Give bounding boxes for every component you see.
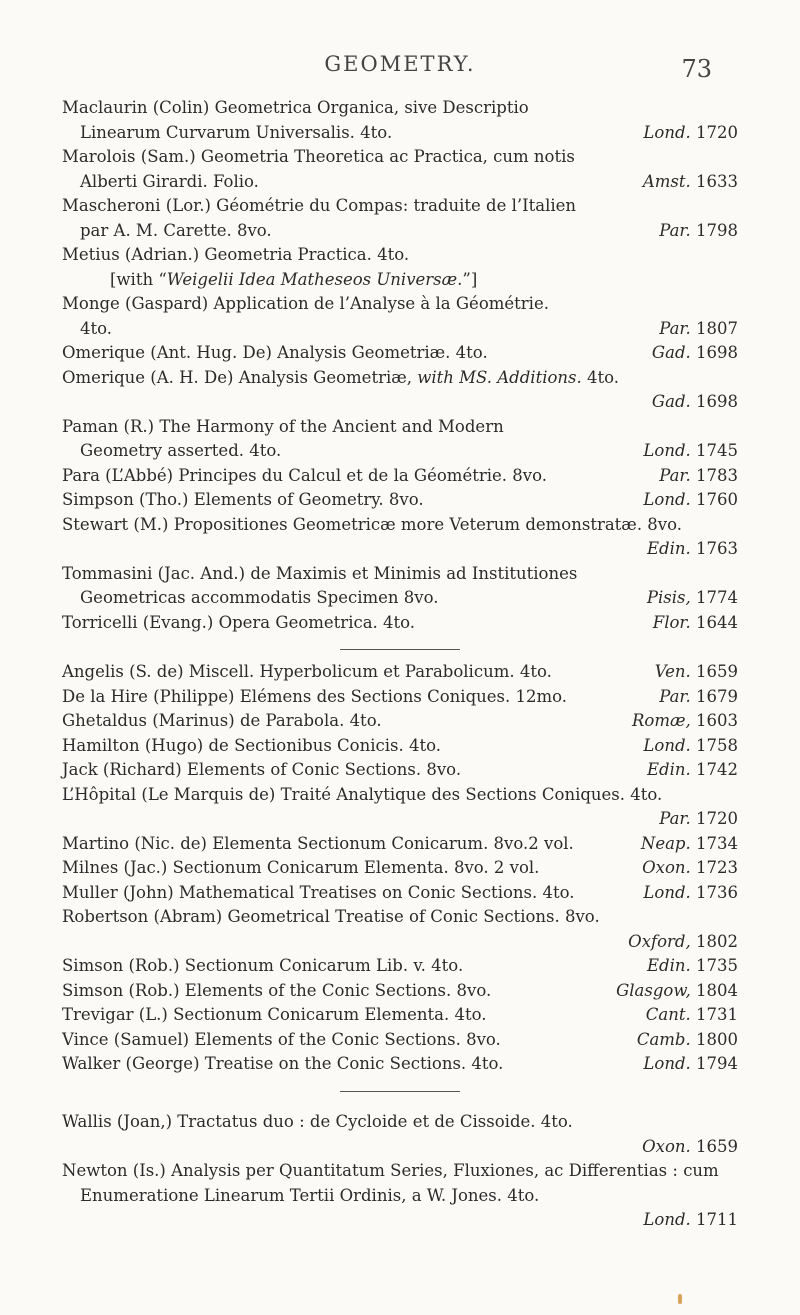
entry-text <box>62 145 738 194</box>
entry-author: Hamilton (Hugo) <box>62 735 204 755</box>
entry-title: Sectionum Conicarum Lib. v. 4to. <box>184 956 464 975</box>
imprint-city: Par. <box>659 686 691 706</box>
imprint-city: Edin. <box>646 956 691 975</box>
entry-text <box>62 1110 738 1135</box>
entry-author: Milnes (Jac.) <box>62 858 168 877</box>
entry-title: The Harmony of the Ancient and Modern Geometry asserted. 4to. <box>80 416 504 460</box>
entry-text <box>62 243 738 292</box>
entry-author: Vince (Samuel) <box>62 1029 190 1049</box>
entry-text <box>62 513 738 538</box>
imprint-city: Romæ, <box>631 711 691 730</box>
bibliography-entry <box>62 464 738 489</box>
note-close: ”] <box>462 269 478 289</box>
entry-text <box>62 734 738 759</box>
imprint-city: Oxon. <box>642 858 691 877</box>
imprint-year: 1603 <box>696 711 738 730</box>
entry-text <box>62 611 738 636</box>
entry-author: Mascheroni (Lor.) <box>62 196 211 215</box>
imprint-year: 1794 <box>696 1054 738 1073</box>
entry-text <box>62 1159 738 1208</box>
entry-author: Simson (Rob.) <box>62 980 180 1000</box>
entry-title: Geometria Practica. 4to. <box>204 245 410 264</box>
entry-imprint <box>646 1003 738 1028</box>
entry-author: Simpson (Tho.) <box>62 490 189 509</box>
bibliography-entry <box>62 194 738 243</box>
entry-author: Omerique (Ant. Hug. De) <box>62 343 272 362</box>
bibliography-entry <box>62 96 738 145</box>
imprint-year: 1783 <box>696 465 738 485</box>
entry-author: Marolois (Sam.) <box>62 147 196 166</box>
imprint-year: 1734 <box>696 833 738 853</box>
entry-imprint <box>659 219 738 244</box>
imprint-year: 1698 <box>696 392 738 411</box>
entry-text <box>62 954 738 979</box>
imprint-city: Pisis, <box>646 588 691 607</box>
imprint-city: Gad. <box>651 392 691 411</box>
section-curves-and-analysis <box>62 1110 738 1233</box>
note-open: [with “ <box>110 269 167 289</box>
entry-author: Torricelli (Evang.) <box>62 612 214 632</box>
entry-imprint <box>643 488 738 513</box>
entry-imprint <box>62 1208 738 1233</box>
imprint-year: 1736 <box>696 882 738 902</box>
entry-title: Treatise on the Conic Sections. 4to. <box>204 1054 504 1073</box>
entry-author: Metius (Adrian.) <box>62 245 200 264</box>
imprint-city: Neap. <box>640 833 691 853</box>
bibliography-entry <box>62 856 738 881</box>
entry-text <box>62 881 738 906</box>
bibliography-entry <box>62 734 738 759</box>
entry-text <box>62 1052 738 1077</box>
entry-author: Newton (Is.) <box>62 1161 166 1180</box>
entry-imprint <box>652 341 738 366</box>
imprint-city: Edin. <box>646 760 691 779</box>
entry-imprint <box>659 317 738 342</box>
imprint-city: Par. <box>659 220 691 240</box>
entry-author: De la Hire (Philippe) <box>62 686 235 706</box>
bibliography-entry <box>62 1052 738 1077</box>
entry-imprint <box>659 464 738 489</box>
imprint-city: Gad. <box>651 343 691 362</box>
bibliography-entry <box>62 513 738 562</box>
imprint-city: Flor. <box>652 612 691 632</box>
imprint-city: Oxon. <box>642 1136 691 1156</box>
imprint-year: 1735 <box>696 956 738 975</box>
entry-text <box>62 832 738 857</box>
entry-imprint <box>616 979 738 1004</box>
entry-imprint <box>643 121 738 146</box>
entry-imprint <box>659 685 738 710</box>
imprint-year: 1742 <box>696 760 738 779</box>
entry-imprint <box>632 709 738 734</box>
entry-imprint <box>643 734 738 759</box>
imprint-city: Cant. <box>645 1005 691 1024</box>
entry-title: Géométrie du Compas: traduite de l’Italien par A. M. Carette. 8vo. <box>80 196 577 240</box>
entry-title: Analysis Geometriæ. 4to. <box>277 343 488 362</box>
entry-title: Geometrica Organica, sive Descriptio Linearum Curvarum Universalis. 4to. <box>80 98 529 142</box>
imprint-year: 1698 <box>696 343 738 362</box>
entry-text <box>62 685 738 710</box>
entry-text <box>62 488 738 513</box>
bibliography-entry <box>62 145 738 194</box>
entry-imprint <box>643 439 738 464</box>
entry-title: Propositiones Geometricæ more Veterum demonstratæ. 8vo. <box>173 514 683 534</box>
imprint-city: Camb. <box>636 1029 691 1049</box>
entry-title: Geometria Theoretica ac Practica, cum notis Alberti Girardi. Folio. <box>80 147 575 191</box>
entry-author: Stewart (M.) <box>62 514 169 534</box>
entry-author: Maclaurin (Colin) <box>62 98 210 117</box>
imprint-city: Glasgow, <box>616 980 691 1000</box>
imprint-city: Par. <box>659 465 691 485</box>
imprint-year: 1659 <box>696 662 738 681</box>
entry-imprint <box>62 930 738 955</box>
entry-title: Mathematical Treatises on Conic Sections. 4to. <box>178 882 575 902</box>
entry-imprint <box>647 586 738 611</box>
entry-imprint <box>642 856 738 881</box>
entry-imprint <box>62 390 738 415</box>
entry-title: Elémens des Sections Coniques. 12mo. <box>239 686 568 706</box>
imprint-year: 1679 <box>696 686 738 706</box>
entry-imprint <box>641 832 738 857</box>
imprint-year: 1760 <box>696 490 738 509</box>
entry-title: Sectionum Conicarum Elementa. 4to. <box>173 1005 487 1024</box>
imprint-year: 1633 <box>696 171 738 191</box>
imprint-year: 1807 <box>696 318 738 338</box>
entry-text <box>62 905 738 930</box>
entry-text <box>62 292 738 341</box>
bibliography-entry <box>62 1003 738 1028</box>
entry-text <box>62 758 738 783</box>
entry-imprint <box>643 881 738 906</box>
imprint-year: 1720 <box>696 809 738 828</box>
imprint-year: 1774 <box>696 588 738 607</box>
imprint-city: Lond. <box>643 735 691 755</box>
imprint-year: 1798 <box>696 220 738 240</box>
entry-author: Simson (Rob.) <box>62 956 180 975</box>
entry-text <box>62 783 738 808</box>
imprint-city: Lond. <box>643 1054 691 1073</box>
imprint-year: 1800 <box>696 1029 738 1049</box>
entry-text <box>62 1003 738 1028</box>
entry-author: Muller (John) <box>62 882 174 902</box>
imprint-year: 1758 <box>696 735 738 755</box>
entry-title: de Parabola. 4to. <box>239 711 382 730</box>
entry-author: Walker (George) <box>62 1054 200 1073</box>
page-number: 73 <box>681 55 712 83</box>
entry-title: Opera Geometrica. 4to. <box>218 612 416 632</box>
entry-text <box>62 660 738 685</box>
entry-author: Angelis (S. de) <box>62 662 184 681</box>
bibliography-entry <box>62 783 738 832</box>
entry-title: Elements of Conic Sections. 8vo. <box>186 760 462 779</box>
entry-title: Miscell. Hyperbolicum et Parabolicum. 4to. <box>188 662 552 681</box>
entry-text <box>62 366 738 391</box>
entry-title-end: 4to. <box>587 367 620 387</box>
entry-imprint <box>62 1135 738 1160</box>
bibliography-entry <box>62 660 738 685</box>
entry-title: Sectionum Conicarum Elementa. 8vo. 2 vol. <box>172 858 540 877</box>
imprint-year: 1723 <box>696 858 738 877</box>
entry-author: Monge (Gaspard) <box>62 294 209 313</box>
entry-title-italic: with MS. Additions. <box>417 367 582 387</box>
entry-author: Trevigar (L.) <box>62 1005 168 1024</box>
entry-author: Robertson (Abram) <box>62 907 223 926</box>
entry-title: Analysis Geometriæ, <box>238 367 412 387</box>
bibliography-entry <box>62 905 738 954</box>
entry-imprint <box>653 611 738 636</box>
entry-author: L’Hôpital (Le Marquis de) <box>62 784 276 804</box>
entry-text <box>62 415 738 464</box>
imprint-city: Par. <box>659 809 691 828</box>
imprint-city: Par. <box>659 318 691 338</box>
entry-text <box>62 96 738 145</box>
imprint-year: 1659 <box>696 1136 738 1156</box>
entry-text <box>62 194 738 243</box>
entry-author: Para (L’Abbé) <box>62 465 174 485</box>
bibliography-entry <box>62 341 738 366</box>
imprint-year: 1745 <box>696 441 738 460</box>
bibliography-entry <box>62 366 738 415</box>
section-geometry <box>62 96 738 664</box>
entry-imprint <box>62 537 738 562</box>
imprint-city: Lond. <box>643 1210 691 1229</box>
entry-title: Tractatus duo : de Cycloide et de Cissoide. 4to. <box>177 1112 573 1131</box>
bibliography-entry <box>62 488 738 513</box>
bibliography-entry <box>62 1028 738 1053</box>
bibliography-entry <box>62 954 738 979</box>
entry-title: Elements of the Conic Sections. 8vo. <box>194 1029 501 1049</box>
imprint-city: Lond. <box>643 882 691 902</box>
entry-imprint <box>655 660 738 685</box>
entry-author: Omerique (A. H. De) <box>62 367 234 387</box>
entry-imprint <box>643 1052 738 1077</box>
entry-title: de Sectionibus Conicis. 4to. <box>208 735 441 755</box>
entry-note <box>80 268 738 293</box>
entry-author: Paman (R.) <box>62 416 155 436</box>
imprint-city: Lond. <box>643 490 691 509</box>
entry-title: Elements of Geometry. 8vo. <box>193 490 424 509</box>
entry-imprint <box>643 170 738 195</box>
entry-imprint <box>647 954 738 979</box>
bibliography-entry <box>62 1159 738 1233</box>
entry-title: Geometrical Treatise of Conic Sections. 8vo. <box>227 907 600 926</box>
entry-author: Martino (Nic. de) <box>62 833 207 853</box>
note-italic: Weigelii Idea Matheseos Universæ. <box>166 269 463 289</box>
entry-text <box>62 856 738 881</box>
imprint-city: Lond. <box>643 441 691 460</box>
imprint-city: Lond. <box>643 122 691 142</box>
imprint-year: 1763 <box>696 539 738 558</box>
entry-title: Analysis per Quantitatum Series, Fluxiones, ac Differentias : cum Enumeratione Linearum Tertii Ordinis, a W. Jones. 4to. <box>80 1161 719 1205</box>
section-conic-sections <box>62 660 738 1106</box>
bibliography-entry <box>62 758 738 783</box>
entry-text <box>62 341 738 366</box>
running-head: GEOMETRY. <box>324 52 476 76</box>
entry-imprint <box>647 758 738 783</box>
imprint-city: Ven. <box>654 662 691 681</box>
entry-author: Ghetaldus (Marinus) <box>62 711 235 730</box>
imprint-year: 1711 <box>696 1210 738 1229</box>
entry-imprint <box>62 807 738 832</box>
entry-title: Application de l’Analyse à la Géométrie. 4to. <box>80 294 549 338</box>
bibliography-entry <box>62 979 738 1004</box>
entry-author: Jack (Richard) <box>62 760 182 779</box>
entry-author: Wallis (Joan,) <box>62 1112 173 1131</box>
entry-title: Elementa Sectionum Conicarum. 8vo.2 vol. <box>212 833 574 853</box>
bibliography-entry <box>62 832 738 857</box>
bibliography-entry <box>62 685 738 710</box>
bibliography-entry <box>62 243 738 292</box>
section-divider <box>340 1091 460 1092</box>
imprint-city: Edin. <box>646 539 691 558</box>
section-divider <box>340 649 460 650</box>
imprint-year: 1720 <box>696 122 738 142</box>
imprint-year: 1804 <box>696 980 738 1000</box>
bibliography-entry <box>62 292 738 341</box>
bibliography-entry <box>62 709 738 734</box>
bibliography-entry <box>62 415 738 464</box>
entry-title: Principes du Calcul et de la Géométrie. 8vo. <box>178 465 547 485</box>
imprint-city: Oxford, <box>628 931 691 951</box>
imprint-year: 1802 <box>696 931 738 951</box>
imprint-year: 1644 <box>696 612 738 632</box>
bibliography-entry <box>62 881 738 906</box>
entry-title: de Maximis et Minimis ad Institutiones Geometricas accommodatis Specimen 8vo. <box>80 563 578 607</box>
bibliography-entry <box>62 562 738 611</box>
entry-text <box>62 562 738 611</box>
bibliography-entry <box>62 1110 738 1159</box>
entry-imprint <box>637 1028 738 1053</box>
bibliography-entry <box>62 611 738 636</box>
entry-text <box>62 464 738 489</box>
entry-title: Traité Analytique des Sections Coniques. 4to. <box>280 784 663 804</box>
entry-title: Elements of the Conic Sections. 8vo. <box>184 980 492 1000</box>
paper-stain <box>678 1294 682 1304</box>
entry-author: Tommasini (Jac. And.) <box>62 563 246 583</box>
imprint-city: Amst. <box>642 171 691 191</box>
imprint-year: 1731 <box>696 1005 738 1024</box>
